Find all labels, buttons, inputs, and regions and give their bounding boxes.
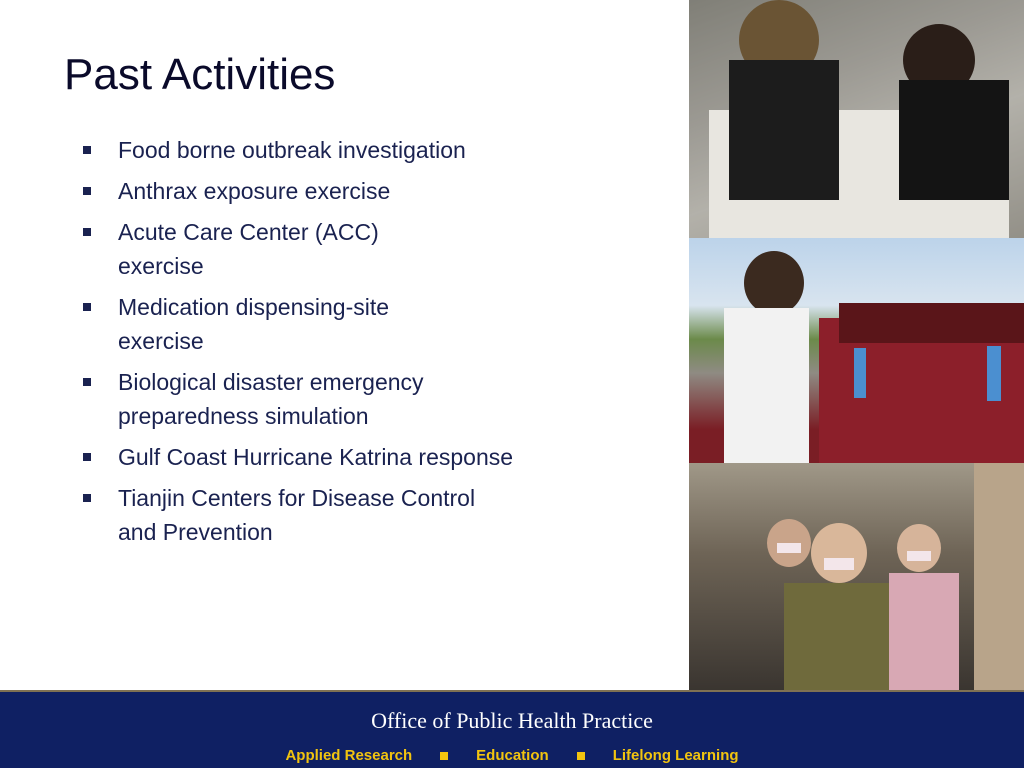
slide-title: Past Activities — [64, 50, 336, 99]
bullet-text: Gulf Coast Hurricane Katrina response — [118, 444, 514, 470]
bullet-item — [82, 481, 498, 549]
square-bullet-icon — [83, 494, 91, 502]
tagline — [0, 747, 1024, 764]
office-name: Office of Public Health Practice — [371, 708, 653, 733]
footer-divider — [0, 690, 1024, 692]
bullet-item — [82, 174, 562, 208]
photo-people-wearing-masks — [689, 463, 1024, 690]
photo-student-writing-on-car — [689, 238, 1024, 463]
photo-students-writing-on-paper — [689, 0, 1024, 238]
bullet-item — [82, 440, 518, 474]
bullet-text: Tianjin Centers for Disease Control and Prevention — [118, 485, 476, 545]
square-bullet-icon — [83, 187, 91, 195]
bullet-item — [82, 215, 448, 283]
bullet-text: Food borne outbreak investigation — [118, 137, 466, 163]
bullet-list — [82, 133, 562, 556]
tagline-item: Applied Research — [285, 747, 413, 764]
bullet-text: Biological disaster emergency preparedness simulation — [118, 369, 424, 429]
square-bullet-icon — [83, 146, 91, 154]
photo-column — [689, 0, 1024, 690]
bullet-text: Medication dispensing-site exercise — [118, 294, 390, 354]
tagline-item: Education — [476, 747, 549, 764]
tagline-item: Lifelong Learning — [612, 747, 739, 764]
square-bullet-icon — [83, 228, 91, 236]
bullet-text: Anthrax exposure exercise — [118, 178, 391, 204]
bullet-item — [82, 133, 562, 167]
square-bullet-icon — [83, 453, 91, 461]
square-bullet-icon — [83, 303, 91, 311]
bullet-item — [82, 365, 518, 433]
square-separator-icon — [440, 752, 448, 760]
bullet-text: Acute Care Center (ACC) exercise — [118, 219, 379, 279]
bullet-item — [82, 290, 468, 358]
square-bullet-icon — [83, 378, 91, 386]
footer-bar — [0, 690, 1024, 768]
square-separator-icon — [577, 752, 585, 760]
